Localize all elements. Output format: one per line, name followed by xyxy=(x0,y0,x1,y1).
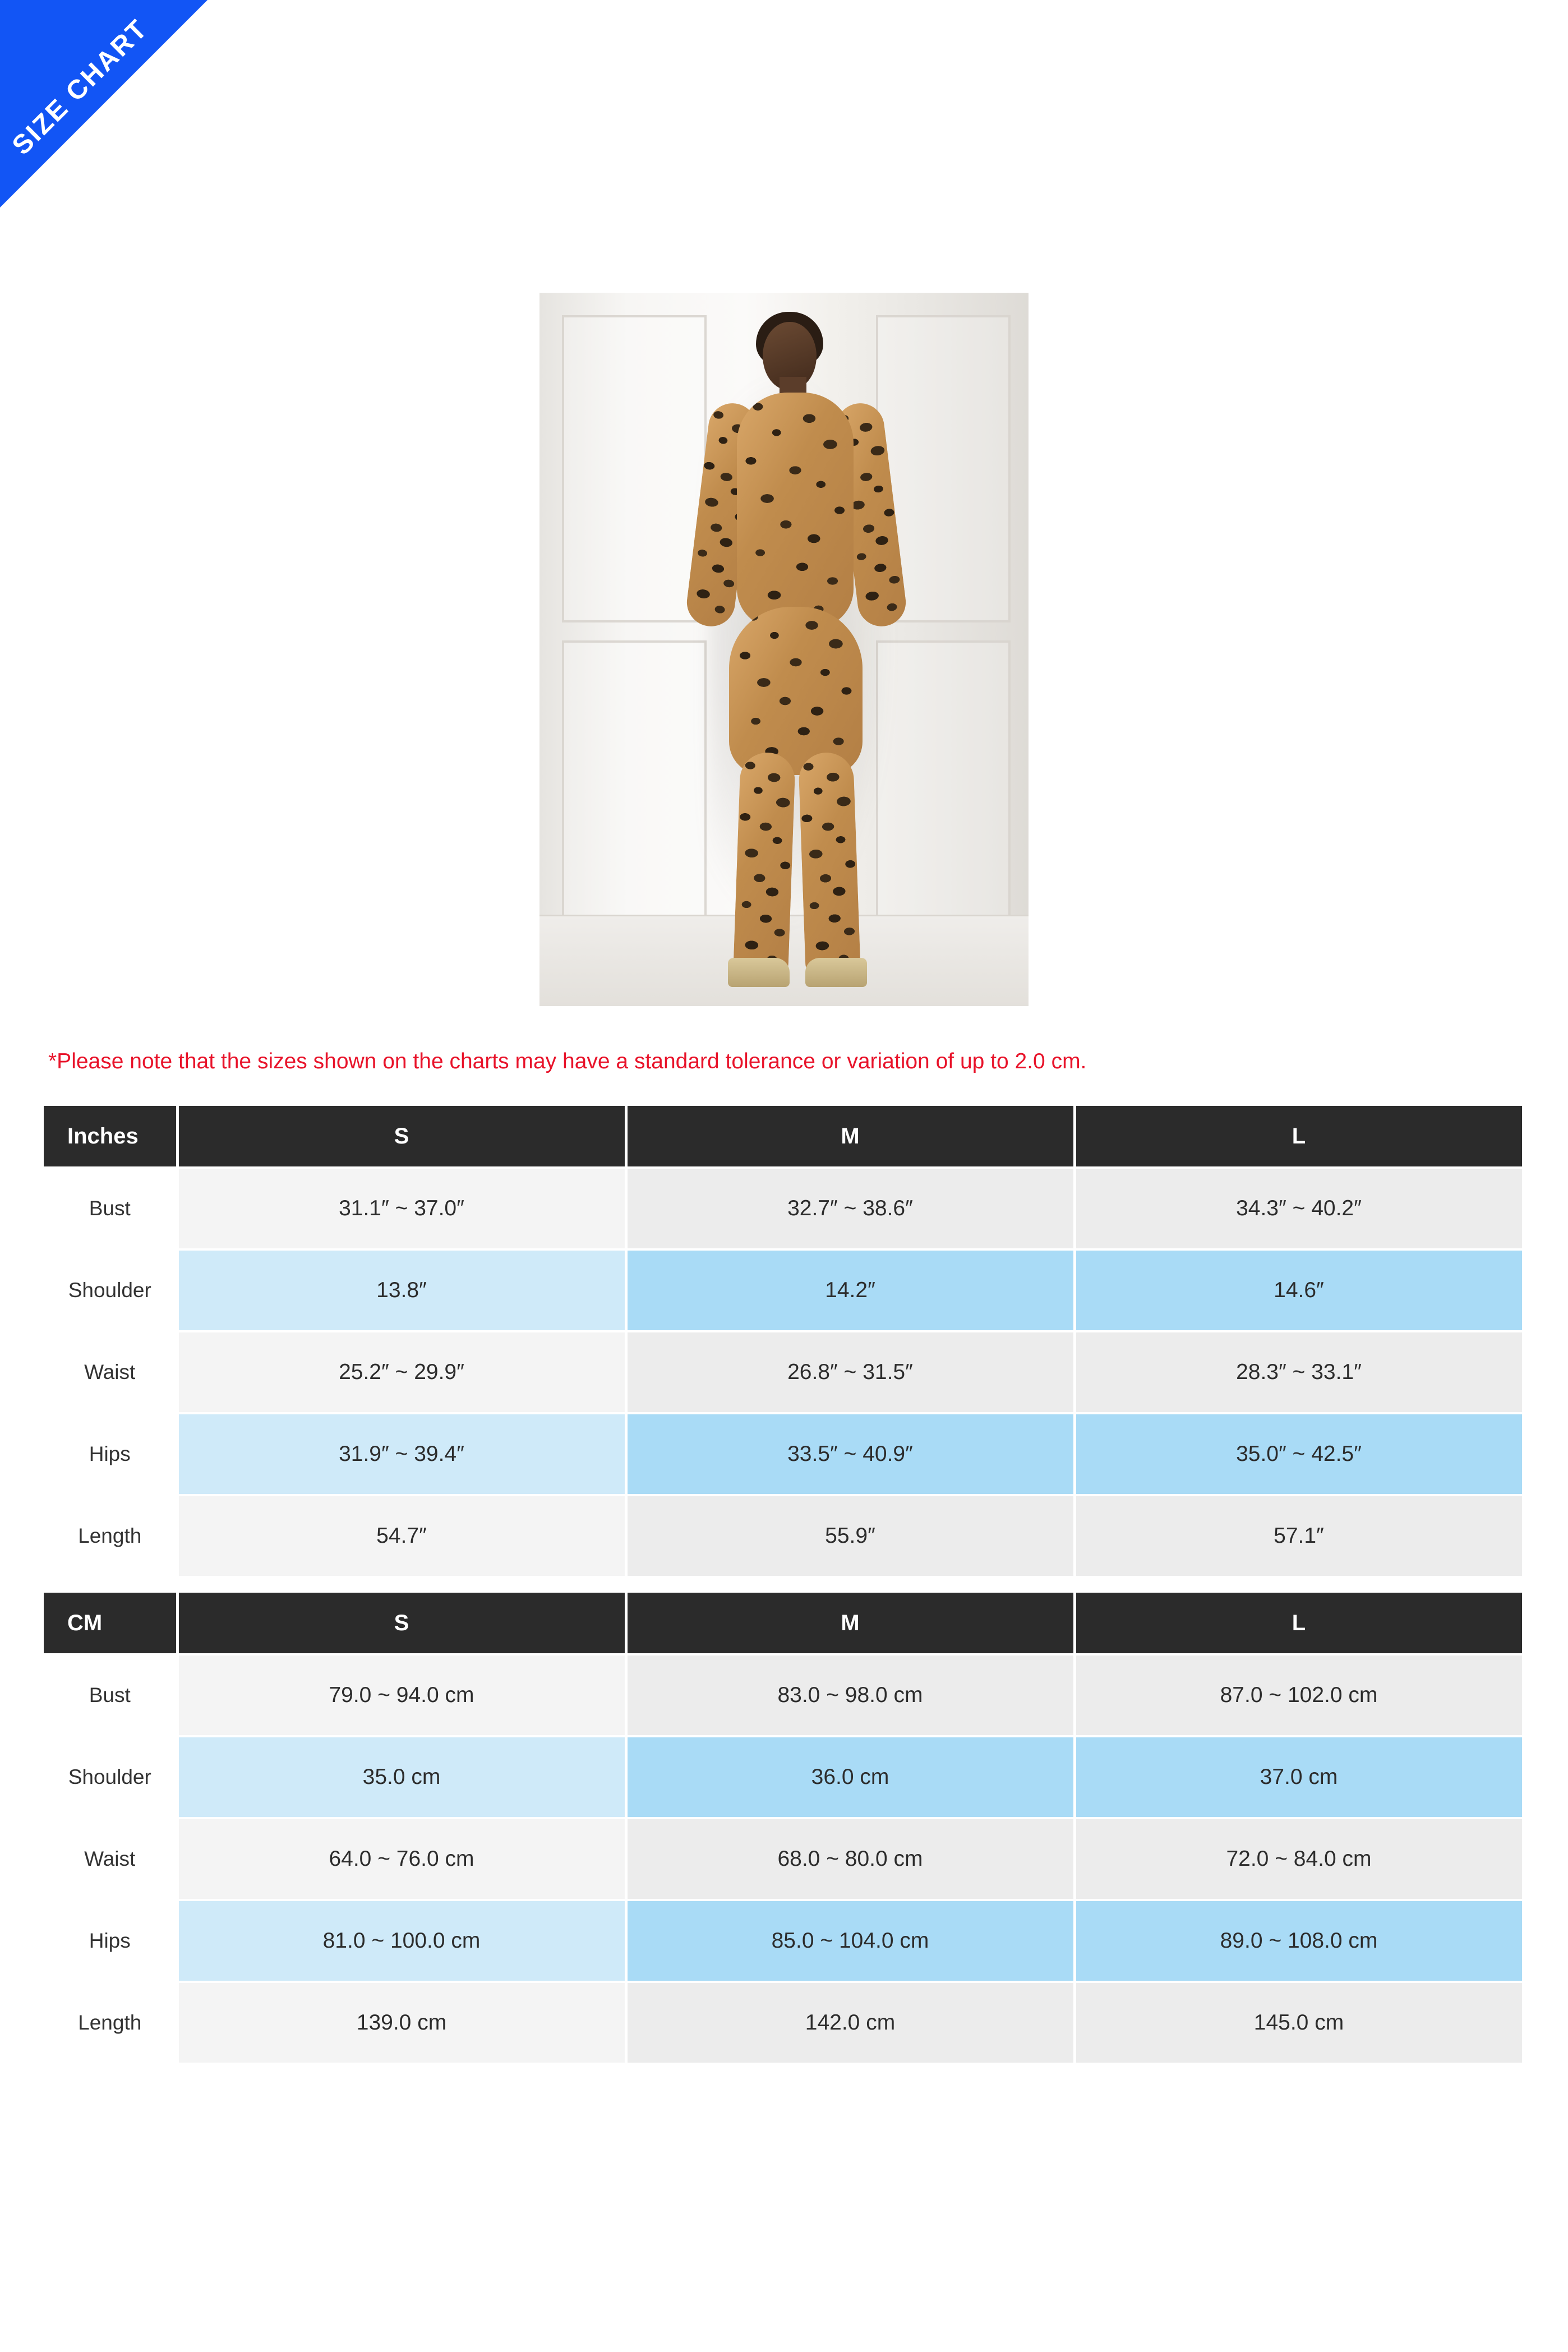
model-left-shoe xyxy=(728,958,790,987)
table-header-row xyxy=(44,1593,1523,1654)
cell-hips-s: 31.9″ ~ 39.4″ xyxy=(177,1413,626,1495)
table-row xyxy=(44,1249,1523,1331)
row-label-hips: Hips xyxy=(44,1900,177,1982)
cell-bust-s: 79.0 ~ 94.0 cm xyxy=(177,1654,626,1736)
row-label-waist: Waist xyxy=(44,1818,177,1900)
cell-bust-l: 87.0 ~ 102.0 cm xyxy=(1074,1654,1523,1736)
cell-waist-s: 25.2″ ~ 29.9″ xyxy=(177,1331,626,1413)
cell-length-m: 55.9″ xyxy=(626,1495,1074,1577)
cell-length-m: 142.0 cm xyxy=(626,1982,1074,2064)
ribbon-label: SIZE CHART xyxy=(6,13,154,161)
tolerance-note: *Please note that the sizes shown on the charts may have a standard tolerance or variation of up to 2.0 cm. xyxy=(48,1049,1087,1073)
table-row xyxy=(44,1495,1523,1577)
table-row xyxy=(44,1982,1523,2064)
model-right-shoe xyxy=(805,958,867,987)
cell-length-s: 139.0 cm xyxy=(177,1982,626,2064)
cell-hips-s: 81.0 ~ 100.0 cm xyxy=(177,1900,626,1982)
model-left-leg xyxy=(733,751,796,977)
wall-panel xyxy=(562,640,707,937)
table-header-row xyxy=(44,1106,1523,1168)
size-table-cm xyxy=(44,1593,1525,2065)
size-table-inches xyxy=(44,1106,1525,1578)
row-label-length: Length xyxy=(44,1495,177,1577)
cell-bust-s: 31.1″ ~ 37.0″ xyxy=(177,1168,626,1249)
size-header-m: M xyxy=(626,1106,1074,1168)
cell-hips-l: 89.0 ~ 108.0 cm xyxy=(1074,1900,1523,1982)
cell-length-s: 54.7″ xyxy=(177,1495,626,1577)
ribbon-shape xyxy=(0,0,207,207)
table-row xyxy=(44,1900,1523,1982)
cell-bust-m: 83.0 ~ 98.0 cm xyxy=(626,1654,1074,1736)
table-row xyxy=(44,1654,1523,1736)
row-label-shoulder: Shoulder xyxy=(44,1249,177,1331)
table-row xyxy=(44,1818,1523,1900)
row-label-shoulder: Shoulder xyxy=(44,1736,177,1818)
cell-bust-m: 32.7″ ~ 38.6″ xyxy=(626,1168,1074,1249)
row-label-waist: Waist xyxy=(44,1331,177,1413)
unit-header-cm: CM xyxy=(44,1593,177,1654)
cell-waist-m: 68.0 ~ 80.0 cm xyxy=(626,1818,1074,1900)
size-header-l: L xyxy=(1074,1106,1523,1168)
row-label-length: Length xyxy=(44,1982,177,2064)
cell-shoulder-s: 13.8″ xyxy=(177,1249,626,1331)
product-photo xyxy=(539,293,1029,1006)
cell-shoulder-m: 36.0 cm xyxy=(626,1736,1074,1818)
row-label-hips: Hips xyxy=(44,1413,177,1495)
table-row xyxy=(44,1331,1523,1413)
model-hips xyxy=(729,607,863,775)
cell-waist-l: 72.0 ~ 84.0 cm xyxy=(1074,1818,1523,1900)
model-right-leg xyxy=(798,751,861,977)
cell-shoulder-m: 14.2″ xyxy=(626,1249,1074,1331)
cell-length-l: 145.0 cm xyxy=(1074,1982,1523,2064)
cell-shoulder-l: 14.6″ xyxy=(1074,1249,1523,1331)
wall-panel xyxy=(876,640,1011,937)
cell-bust-l: 34.3″ ~ 40.2″ xyxy=(1074,1168,1523,1249)
unit-header-inches: Inches xyxy=(44,1106,177,1168)
cell-waist-l: 28.3″ ~ 33.1″ xyxy=(1074,1331,1523,1413)
cell-shoulder-s: 35.0 cm xyxy=(177,1736,626,1818)
table-row xyxy=(44,1736,1523,1818)
size-header-s: S xyxy=(177,1593,626,1654)
cell-hips-m: 33.5″ ~ 40.9″ xyxy=(626,1413,1074,1495)
cell-waist-m: 26.8″ ~ 31.5″ xyxy=(626,1331,1074,1413)
table-row xyxy=(44,1413,1523,1495)
cell-hips-m: 85.0 ~ 104.0 cm xyxy=(626,1900,1074,1982)
size-header-s: S xyxy=(177,1106,626,1168)
model-torso xyxy=(737,393,854,628)
cell-length-l: 57.1″ xyxy=(1074,1495,1523,1577)
cell-shoulder-l: 37.0 cm xyxy=(1074,1736,1523,1818)
wall-panel xyxy=(562,315,707,622)
size-header-m: M xyxy=(626,1593,1074,1654)
table-row xyxy=(44,1168,1523,1249)
row-label-bust: Bust xyxy=(44,1654,177,1736)
size-header-l: L xyxy=(1074,1593,1523,1654)
cell-waist-s: 64.0 ~ 76.0 cm xyxy=(177,1818,626,1900)
size-chart-ribbon xyxy=(0,0,236,236)
row-label-bust: Bust xyxy=(44,1168,177,1249)
cell-hips-l: 35.0″ ~ 42.5″ xyxy=(1074,1413,1523,1495)
